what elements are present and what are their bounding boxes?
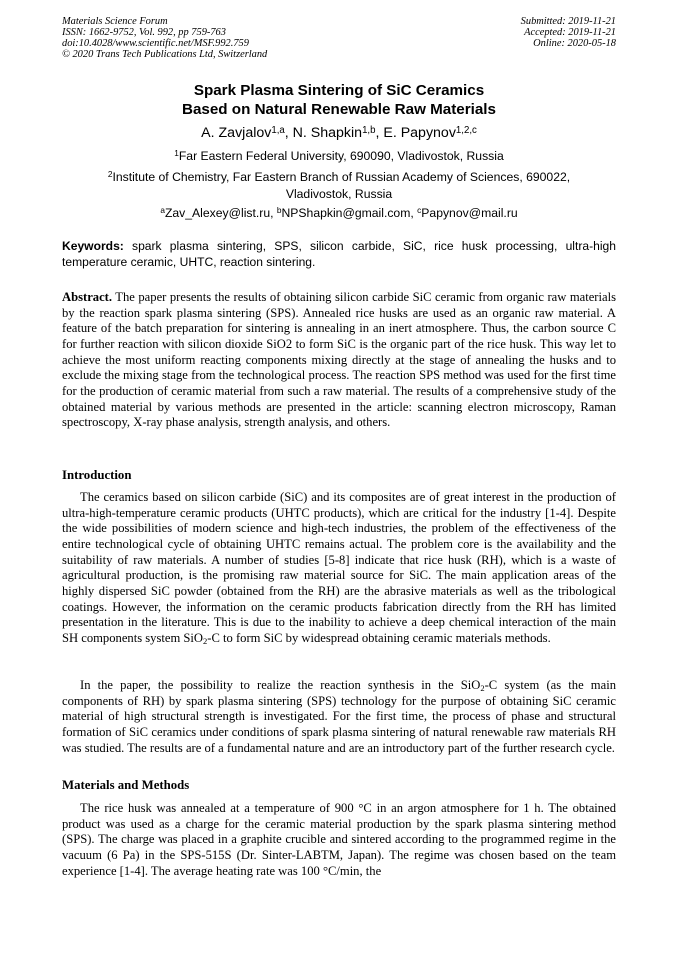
publication-dates (521, 16, 616, 49)
email-marker: c (417, 205, 422, 216)
author-affil-marker: 1,2,c (455, 124, 477, 136)
author-emails (62, 205, 616, 222)
date-accepted: Accepted: 2019-11-21 (524, 27, 616, 38)
date-submitted: Submitted: 2019-11-21 (520, 16, 616, 27)
title-line-1: Spark Plasma Sintering of SiC Ceramics (193, 82, 485, 99)
subscript: 2 (203, 636, 208, 647)
journal-doi: doi:10.4028/www.scientific.net/MSF.992.759 (62, 38, 249, 49)
section-heading-introduction: Introduction (62, 468, 132, 482)
paragraph-text: In the paper, the possibility to realize the reaction synthesis in the SiO (80, 678, 481, 692)
paragraph-text: -C to form SiC by widespread obtaining ceramic materials methods. (207, 630, 551, 645)
section-heading-materials-methods: Materials and Methods (62, 778, 190, 792)
abstract-label: Abstract. (62, 290, 113, 304)
title-line-2: Based on Natural Renewable Raw Materials (182, 100, 496, 118)
journal-name: Materials Science Forum (62, 16, 168, 27)
keywords-text: spark plasma sintering, SPS, silicon carbide, SiC, rice husk processing, ultra-high temperature ceramic, UHTC, reaction sintering. (62, 239, 616, 269)
date-online: Online: 2020-05-18 (533, 38, 616, 49)
subscript: 2 (480, 683, 485, 694)
journal-copyright: © 2020 Trans Tech Publications Ltd, Switzerland (62, 49, 268, 60)
journal-issn: ISSN: 1662-9752, Vol. 992, pp 759-763 (62, 27, 226, 38)
abstract (62, 290, 616, 431)
author-affil-marker: 1,b (362, 124, 376, 136)
author-name: , E. Papynov (375, 125, 456, 141)
keywords (62, 239, 616, 270)
affil-text: Vladivostok, Russia (285, 187, 393, 201)
author-list (62, 124, 616, 142)
journal-info (62, 16, 267, 60)
affil-text: Far Eastern Federal University, 690090, Vladivostok, Russia (178, 149, 504, 163)
introduction-paragraph-2 (62, 678, 616, 756)
email-link[interactable]: Zav_Alexey@list.ru, (164, 206, 277, 220)
affiliation-1 (62, 148, 616, 165)
email-link[interactable]: NPShapkin@gmail.com, (281, 206, 418, 220)
email-link[interactable]: Papynov@mail.ru (421, 206, 518, 220)
email-marker: a (160, 205, 165, 216)
affiliation-2 (62, 169, 616, 203)
introduction-paragraph-1 (62, 490, 616, 647)
methods-paragraph-1: The rice husk was annealed at a temperature of 900 °C in an argon atmosphere for 1 h. The obtained product was used as a charge for the ceramic material production by the spark plasma sintering method (SPS). The charge was placed in a graphite crucible and sintered according to the programmed regime in the vacuum (6 Pa) in the SPS-515S (Dr. Sinter-LABTM, Japan). The regime was chosen based on the team experience [1-4]. The average heating rate was 100 °C/min, the (62, 801, 616, 878)
affil-marker: 1 (174, 148, 179, 159)
email-marker: b (276, 205, 282, 216)
paper-title (62, 82, 616, 119)
affil-text: Institute of Chemistry, Far Eastern Branch of Russian Academy of Sciences, 690022, (112, 170, 571, 184)
keywords-label: Keywords: (62, 239, 124, 253)
abstract-text: The paper presents the results of obtaining silicon carbide SiC ceramic from organic raw materials by the reaction spark plasma sintering (SPS). Annealed rice husks are used as an organic raw material. A feature of the batch preparation for sintering is annealing in an inert atmosphere. Thus, the carbon source C for further reaction with silicon dioxide SiO2 to form SiC is the organic part of the rice husk. This way let to achieve the most uniform reacting components mixing directly at the stage of annealing the husks and to exclude the mixing stage from the technological process. The reaction SPS method was used for the first time for the production of ceramic material from such a raw material. The results of a comprehensive study of the obtained material by various methods are presented in the article: scanning electron microscopy, Raman spectroscopy, X-ray phase analysis, strength analysis, and others. (62, 290, 616, 430)
paragraph-text: The ceramics based on silicon carbide (SiC) and its composites are of great interest in the production of ultra-high-temperature ceramic products (UHTC products), which are critical for the industry [1-4]. Despite the wide possibilities of modern science and high-tech industries, the problem of the effectiveness of the entire technological cycle of obtaining UHTC remains actual. The problem core is the availability and the suitability of raw materials. A number of studies [5-8] indicate that rice husk (RH), which is a waste of agricultural production, is the promising raw material source for SiC. The main application areas of the highly dispersed SiC powder (obtained from the RH) are the abrasive materials as well as the tribological coatings. However, the information on the ceramic products fabrication directly from the RH has limited presentation in the literature. This is due to the inability to achieve a deep chemical interaction of the main SH components system SiO (62, 490, 616, 645)
paragraph-text: -C system (as the main components of RH) by spark plasma sintering (SPS) technology for the purpose of obtaining SiC ceramic material of high structural strength is investigated. For the first time, the process of phase and structural formation of SiC ceramics under conditions of spark plasma sintering of natural renewable raw materials RH was studied. The results are of a fundamental nature and are an introductory part of the further research cycle. (62, 678, 616, 755)
author-name: A. Zavjalov (201, 125, 272, 141)
author-affil-marker: 1,a (271, 124, 285, 136)
affil-marker: 2 (107, 169, 113, 180)
author-name: , N. Shapkin (284, 125, 363, 141)
